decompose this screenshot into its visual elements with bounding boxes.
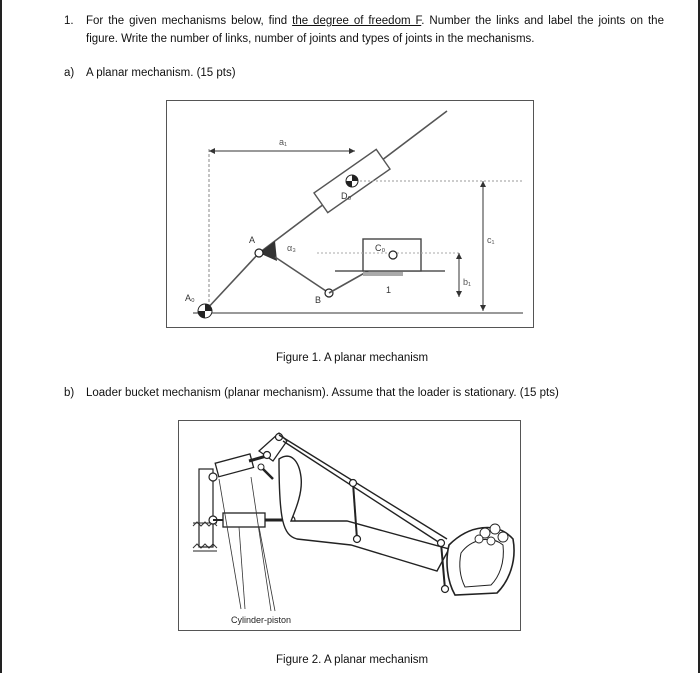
label-c0: C₀ — [375, 243, 386, 253]
figure-1-caption: Figure 1. A planar mechanism — [276, 352, 429, 364]
pointer-line-2 — [239, 527, 245, 609]
link-a0-a — [205, 253, 259, 311]
joint-a — [255, 249, 263, 257]
label-c1: c₁ — [487, 235, 495, 245]
link-a-b — [275, 257, 329, 293]
question-1 — [64, 12, 664, 48]
page-edge-left — [0, 0, 2, 673]
boom-arm — [279, 456, 449, 571]
pointer-line-1 — [219, 479, 241, 609]
b1-arrow-top — [456, 253, 462, 259]
part-b-heading — [64, 387, 559, 399]
figure-2-diagram — [179, 421, 520, 630]
label-d0: D₀ — [341, 191, 352, 201]
figure-2 — [178, 420, 521, 631]
label-b: B — [315, 295, 322, 305]
d0-ground-pivot — [346, 175, 358, 187]
a1-arrow-left — [209, 148, 215, 154]
b1-arrow-bottom — [456, 291, 462, 297]
c1-arrow-top — [480, 181, 486, 187]
figure-2-caption: Figure 2. A planar mechanism — [276, 654, 429, 666]
figure-1 — [166, 100, 534, 328]
pointer-line-4 — [259, 527, 275, 611]
part-b-label: b) — [64, 387, 75, 399]
a1-arrow-right — [349, 148, 355, 154]
label-link-1: 1 — [386, 285, 392, 295]
part-b-text: Loader bucket mechanism (planar mechanism). Assume that the loader is stationary. (15 pts) — [86, 387, 559, 399]
label-cylinder-piston: Cylinder-piston — [231, 615, 292, 625]
underlined-term: the degree of freedom F — [292, 15, 422, 27]
label-a0: A₀ — [185, 293, 195, 303]
question-text: For the given mechanisms below, find the degree of freedom F. Number the links and label the joints on the figure. Write the number of links, number of joints and types of joints in the mechanisms. — [86, 15, 664, 45]
label-alpha3: α₃ — [287, 243, 296, 253]
label-b1: b₁ — [463, 277, 472, 287]
label-a1: a₁ — [279, 137, 288, 147]
part-a-heading — [64, 67, 236, 79]
part-a-text: A planar mechanism. (15 pts) — [86, 67, 236, 79]
label-a: A — [249, 235, 256, 245]
a0-ground-pivot — [198, 304, 212, 318]
part-a-label: a) — [64, 67, 75, 79]
pointer-line-3 — [251, 477, 271, 611]
rail-hatch — [363, 272, 403, 276]
joint-c0 — [389, 251, 397, 259]
c1-arrow-bottom — [480, 305, 486, 311]
question-number: 1. — [64, 15, 74, 27]
figure-1-diagram — [167, 101, 533, 327]
